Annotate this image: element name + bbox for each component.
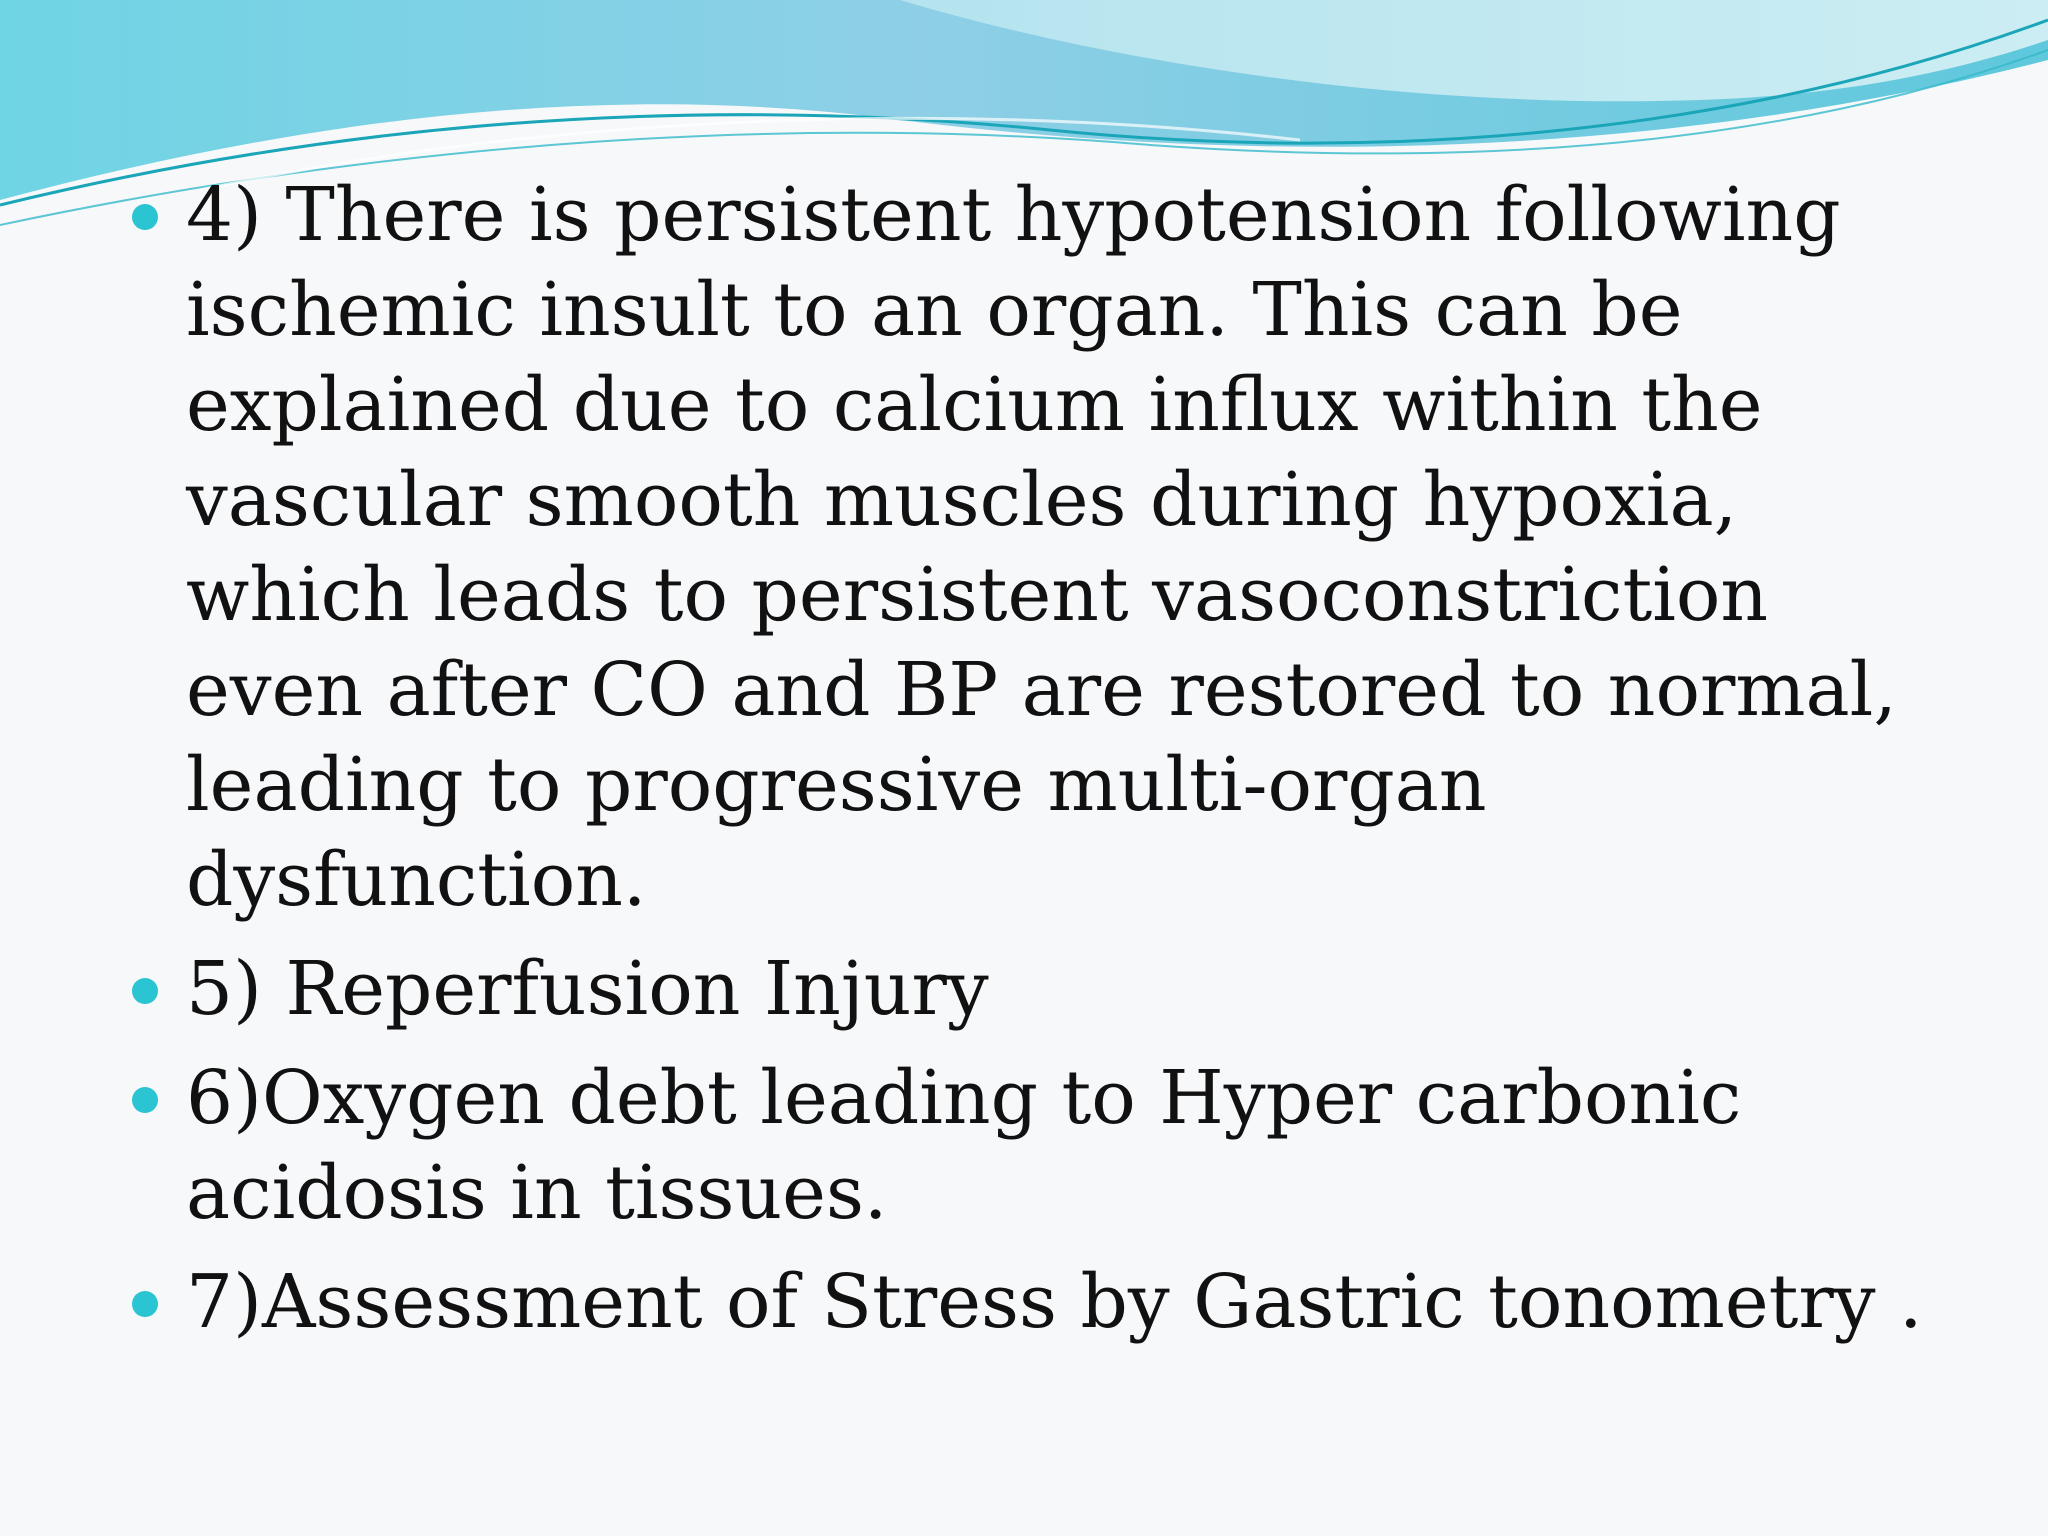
- bullet-text: 7)Assessment of Stress by Gastric tonometry .: [186, 1259, 1923, 1345]
- bullet-text: 6)Oxygen debt leading to Hyper carbonic acidosis in tissues.: [186, 1055, 1742, 1236]
- slide-body: [130, 168, 1960, 1364]
- bullet-text: 5) Reperfusion Injury: [186, 946, 989, 1032]
- bullet-dot-icon: [132, 1291, 158, 1317]
- bullet-list: [130, 168, 1960, 1350]
- bullet-item: [130, 1051, 1960, 1241]
- bullet-item: [130, 168, 1960, 928]
- bullet-dot-icon: [132, 1087, 158, 1113]
- bullet-dot-icon: [132, 204, 158, 230]
- bullet-item: [130, 942, 1960, 1037]
- bullet-dot-icon: [132, 978, 158, 1004]
- bullet-text: 4) There is persistent hypotension following ischemic insult to an organ. This can be explained due to calcium influx within the vascular smooth muscles during hypoxia, which leads to persistent vasoconstriction even after CO and BP are restored to normal, leading to progressive multi-organ dysfunction.: [186, 172, 1897, 923]
- bullet-item: [130, 1255, 1960, 1350]
